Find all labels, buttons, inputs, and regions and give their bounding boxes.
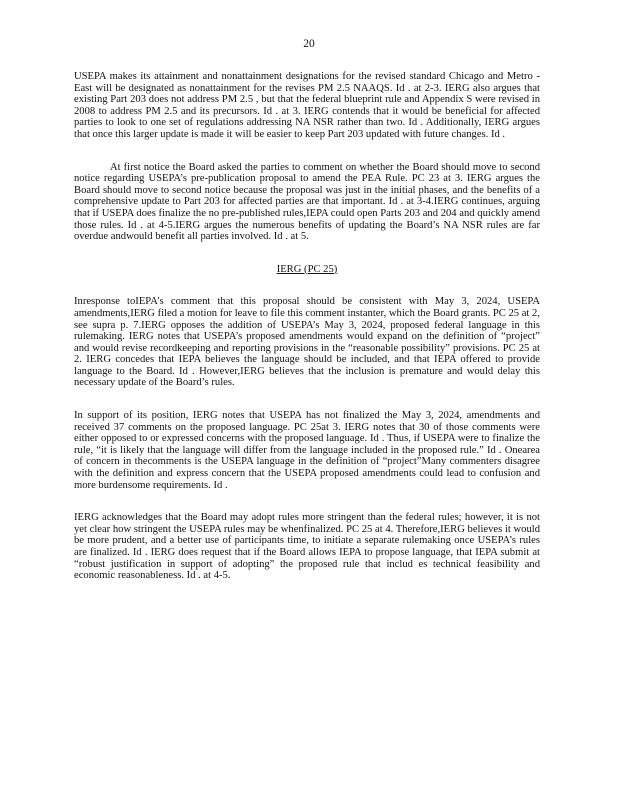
page-number: 20 [303,38,315,50]
document-body [74,71,540,603]
paragraph-4: In support of its position, IERG notes that USEPA has not finalized the May 3, 2024, amendments and received 37 comments on the proposed language. PC 25at 3. IERG notes that 30 of those comments were either opposed to or expressed concerns with the proposed language. Id . Thus, if USEPA were to finalize the rule, “it is likely that the language will differ from the language included in the proposed rule.” Id . Onearea of concern in thecomments is the USEPA language in the definition of “project”Many commenters disagree with the definition and express concern that the USEPA proposed amendments could lead to confusion and more burdensome requirements. Id . [74,410,540,491]
paragraph-1: USEPA makes its attainment and nonattainment designations for the revised standard Chicago and Metro -East will be designated as nonattainment for the revises PM 2.5 NAAQS. Id . at 2-3. IERG also argues that existing Part 203 does not address PM 2.5 , but that the federal blueprint rule and Appendix S were revised in 2008 to address PM 2.5 and its precursors. Id . at 3. IERG contends that it would be beneficial for affected parties to look to one set of regulations addressing NA NSR rather than two. Id . Additionally, IERG argues that once this larger update is made it will be easier to keep Part 203 updated with future changes. Id . [74,71,540,140]
section-heading [74,264,540,276]
section-heading-text: IERG (PC 25) [276,263,338,275]
paragraph-3: Inresponse toIEPA’s comment that this proposal should be consistent with May 3, 2024, USEPA amendments,IERG filed a motion for leave to file this comment instanter, which the Board grants. PC 25 at 2, see supra p. 7.IERG opposes the addition of USEPA’s May 3, 2024, proposed federal language in this rulemaking. IERG notes that USEPA’s proposed amendments would expand on the definition of “project” and would revise recordkeeping and reporting provisions in the “reasonable possibility” provisions. PC 25 at 2. IERG concedes that IEPA believes the language should be included, and that IEPA offered to provide language to the Board. Id . However,IERG believes that the inclusion is premature and would delay this necessary update of the Board’s rules. [74,296,540,389]
paragraph-5: IERG acknowledges that the Board may adopt rules more stringent than the federal rules; however, it is not yet clear how stringent the USEPA rules may be whenfinalized. PC 25 at 4. Therefore,IERG believes it would be more prudent, and a better use of participants time, to initiate a separate rulemaking once USEPA’s rules are finalized. Id . IERG does request that if the Board allows IEPA to propose language, that IEPA submit at “robust justification in support of adopting” the proposed rule that includ es technical feasibility and economic reasonableness. Id . at 4-5. [74,512,540,582]
paragraph-2: At first notice the Board asked the parties to comment on whether the Board should move to second notice regarding USEPA’s pre-publication proposal to amend the PEA Rule. PC 23 at 3. IERG argues the Board should move to second notice because the proposal was just in the initial phases, and the benefits of a comprehensive update to Part 203 for affected parties are that important. Id . at 3-4.IERG continues, arguing that if USEPA does finalize the no pre-published rules,IEPA could open Parts 203 and 204 and quickly amend those rules. Id . at 4-5.IERG argues the numerous benefits of updating the Board’s NA NSR rules are far overdue andwould benefit all parties involved. Id . at 5. [74,161,540,243]
